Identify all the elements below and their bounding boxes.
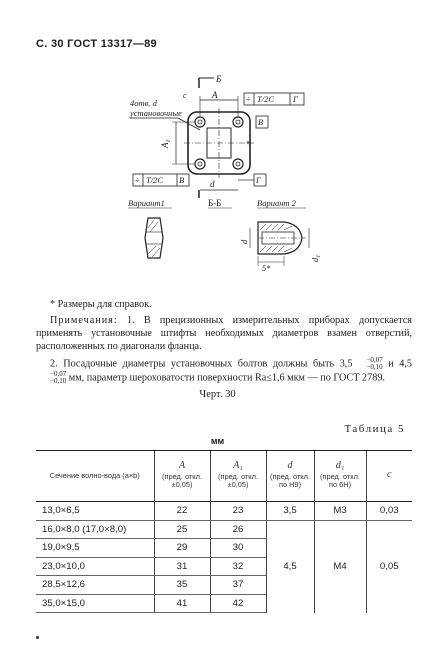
table-header-row (36, 451, 412, 502)
label-holes-sub: установочные (130, 108, 182, 118)
dim-a: А (212, 90, 218, 100)
table-row: 23,0×10,0 31 32 (36, 557, 412, 576)
notes-block (36, 298, 412, 385)
tol-bottom-ref: В (179, 175, 185, 185)
table-row: 35,0×15,0 41 42 (36, 594, 412, 613)
col-header-c: c (366, 451, 412, 502)
note-1 (36, 314, 412, 353)
note-label: Примечания: (50, 315, 118, 326)
datum-g: Г (256, 175, 261, 185)
tolerance-1: −0,07 −0,10 (366, 356, 383, 371)
tol-top-symbol: ÷ (246, 94, 251, 104)
footnote: * Размеры для справок. (50, 299, 152, 310)
dim-c: с (183, 91, 187, 100)
note-1-text: 1. В прецизионных измерительных приборах допускается применять установочные штифты необходимых диаметров взамен отверстий, расположенных по диагонали фланца. (36, 315, 412, 352)
tol-bottom-value: Т/2С (146, 175, 164, 185)
section-mark-top: Б (216, 74, 222, 84)
col-header-section: Сечение волно-вода (a×b) (36, 451, 154, 502)
dim-b-star: * (245, 141, 254, 145)
technical-drawing (0, 60, 435, 295)
page-header: С. 30 ГОСТ 13317—89 (36, 38, 157, 50)
note-2: 2. Посадочные диаметры установочных болтов должны быть 3,5 −0,07 −0,10 и 4,5 −0,07 −0,10 мм, параметр шероховатости поверхности Ra≤1,6 мкм — по ГОСТ 2789. (36, 357, 412, 385)
table-row: 28,5×12,6 35 37 (36, 576, 412, 595)
table-row: 13,0×6,5 22 23 3,5 M3 0,03 (36, 502, 412, 521)
col-header-a1: A₁ (пред. откл. ±0,05) (210, 451, 266, 502)
tol-top-ref: Г (293, 94, 298, 104)
col-header-d1: d₁ (пред. откл. по 6H) (314, 451, 366, 502)
variant1-label: Вариант1 (128, 198, 165, 208)
table-label: Таблица 5 (344, 423, 405, 435)
datum-b: В (258, 117, 264, 127)
label-holes: 4отв. d (130, 98, 157, 108)
dim-d1: $d_1$ (310, 254, 322, 262)
table-row: 16,0×8,0 (17,0×8,0) 25 26 4,5 M4 0,05 (36, 520, 412, 539)
table-row: 19,0×9,5 29 30 (36, 539, 412, 558)
data-table (36, 450, 412, 613)
col-header-a: A (пред. откл. ±0,05) (154, 451, 210, 502)
page-mark (36, 636, 39, 639)
dim-a1: $А_1$ (160, 139, 172, 148)
variant2-label: Вариант 2 (257, 198, 296, 208)
dim-d-left: d (239, 239, 249, 244)
tol-top-value: Т/2С (257, 94, 275, 104)
figure-caption: Черт. 30 (199, 389, 236, 400)
dim-5-star: 5* (262, 263, 271, 273)
units-label: мм (210, 436, 225, 446)
tolerance-2: −0,07 −0,10 (50, 370, 67, 385)
tol-bottom-symbol: ÷ (135, 175, 140, 185)
dim-d: d (210, 179, 215, 189)
section-label: Б-Б (208, 198, 222, 208)
col-header-d: d (пред. откл. по H9) (266, 451, 314, 502)
